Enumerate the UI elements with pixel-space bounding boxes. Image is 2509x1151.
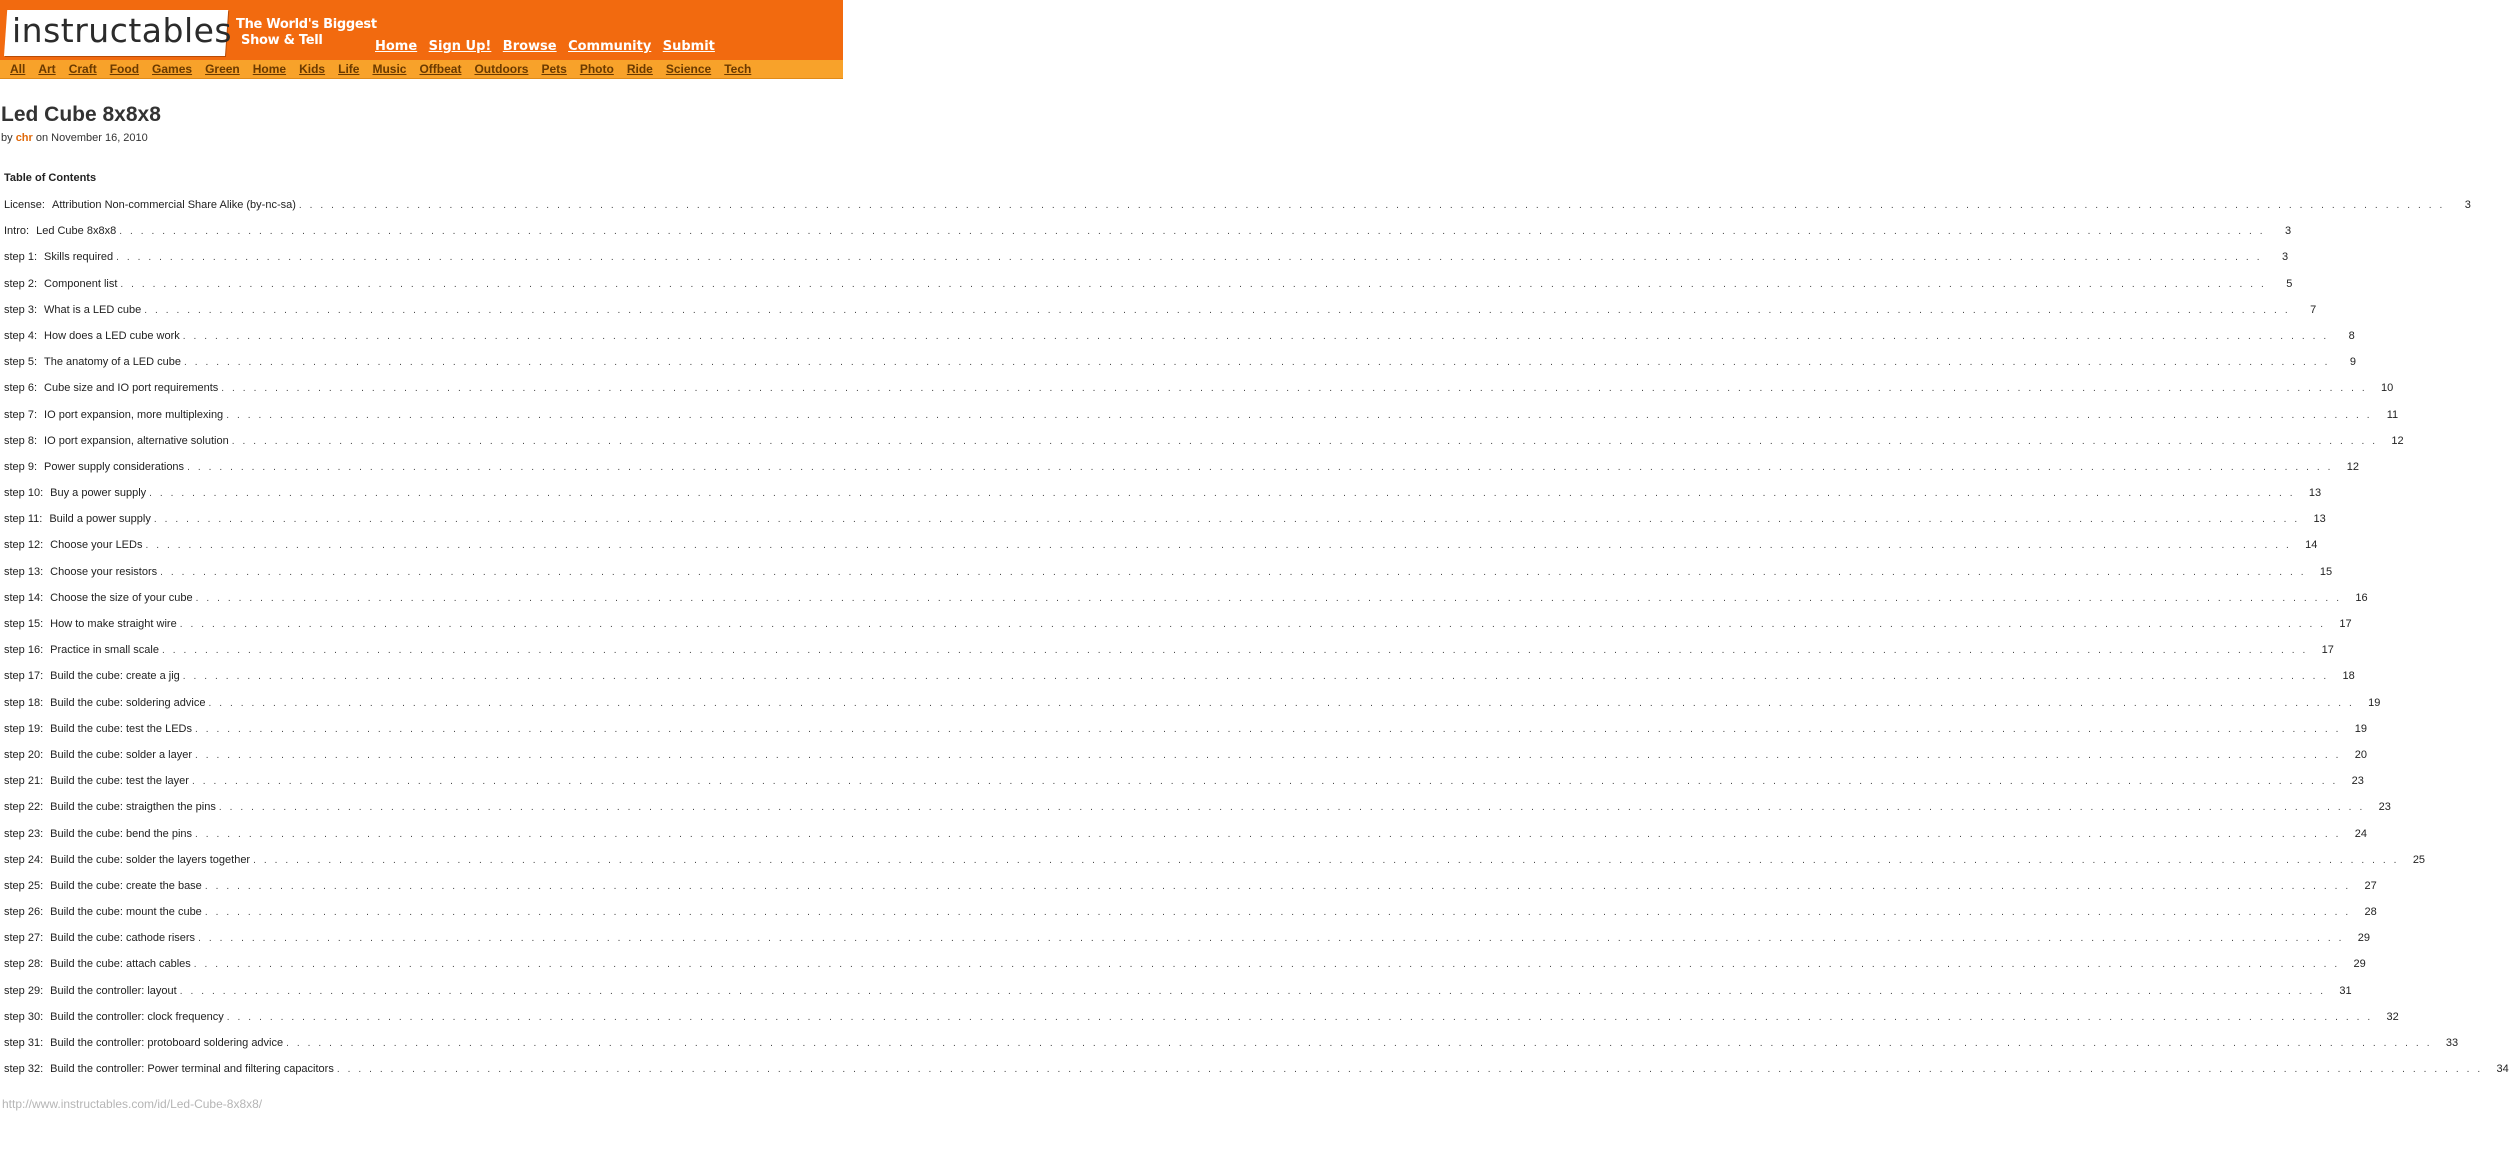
toc-entry-label: step 26: <box>4 906 44 919</box>
toc-entry[interactable] <box>4 906 2377 932</box>
toc-entry-title: Build the cube: cathode risers <box>50 932 196 945</box>
toc-entry[interactable] <box>4 460 2360 487</box>
toc-dot-leader: . . . . . . . . . . . . . . . . . . . . . . . . . . . . . . . . . . . . . . . . . . . . . . . . . . . . . . . . . . . . . . . . . . . . . . . . . . . . . . . . . . . . . . . . . . . . . . . . . . . . . . . . . . . . . . . . . . . . . . . . . . . . . . . . . . . . . . . . . . . . . . . . . . . . . . . . . . . . . . . . . . . . . . . . . . . . . . . . . . . . . . . . . . . . . . . . . . . . . . . . <box>336 1064 2483 1076</box>
toc-entry-label: step 1: <box>4 251 38 264</box>
toc-entry-title: Build the cube: test the layer <box>50 775 189 788</box>
table-of-contents <box>4 199 2509 1089</box>
toc-entry-title: Build the controller: clock frequency <box>50 1010 224 1023</box>
toc-entry-label: step 30: <box>4 1010 44 1023</box>
category-link-outdoors[interactable]: Outdoors <box>474 62 529 76</box>
toc-dot-leader: . . . . . . . . . . . . . . . . . . . . . . . . . . . . . . . . . . . . . . . . . . . . . . . . . . . . . . . . . . . . . . . . . . . . . . . . . . . . . . . . . . . . . . . . . . . . . . . . . . . . . . . . . . . . . . . . . . . . . . . . . . . . . . . . . . . . . . . . . . . . . . . . . . . . . . . . . . . . . . . . . . . . . . . . . . . . . . . . . . . . . . . . . . . . . . . . . . . . . . . . <box>231 435 2378 447</box>
toc-entry-page: 28 <box>2364 906 2377 919</box>
category-link-offbeat[interactable]: Offbeat <box>419 62 462 76</box>
toc-entry-title: Build the cube: solder the layers together <box>50 853 251 866</box>
toc-dot-leader: . . . . . . . . . . . . . . . . . . . . . . . . . . . . . . . . . . . . . . . . . . . . . . . . . . . . . . . . . . . . . . . . . . . . . . . . . . . . . . . . . . . . . . . . . . . . . . . . . . . . . . . . . . . . . . . . . . . . . . . . . . . . . . . . . . . . . . . . . . . . . . . . . . . . . . . . . . . . . . . . . . . . . . . . . . . . . . . . . . . . . . . . . . . . . . . . . . . . . . . . <box>195 749 2341 761</box>
toc-entry-page: 27 <box>2364 879 2377 892</box>
toc-dot-leader: . . . . . . . . . . . . . . . . . . . . . . . . . . . . . . . . . . . . . . . . . . . . . . . . . . . . . . . . . . . . . . . . . . . . . . . . . . . . . . . . . . . . . . . . . . . . . . . . . . . . . . . . . . . . . . . . . . . . . . . . . . . . . . . . . . . . . . . . . . . . . . . . . . . . . . . . . . . . . . . . . . . . . . . . . . . . . . . . . . . . . . . . . . . . . . . . . . . . . . . . <box>226 1011 2373 1023</box>
toc-dot-leader: . . . . . . . . . . . . . . . . . . . . . . . . . . . . . . . . . . . . . . . . . . . . . . . . . . . . . . . . . . . . . . . . . . . . . . . . . . . . . . . . . . . . . . . . . . . . . . . . . . . . . . . . . . . . . . . . . . . . . . . . . . . . . . . . . . . . . . . . . . . . . . . . . . . . . . . . . . . . . . . . . . . . . . . . . . . . . . . . . . . . . . . . . . . . . . . . . . . . . . . . <box>298 200 2445 211</box>
toc-entry-label: step 10: <box>4 487 44 500</box>
category-link-home[interactable]: Home <box>252 62 287 76</box>
toc-entry-title: Choose the size of your cube <box>50 591 193 604</box>
toc-entry[interactable] <box>4 225 2292 251</box>
toc-entry[interactable] <box>4 827 2367 854</box>
toc-entry-page: 13 <box>2308 487 2322 500</box>
toc-entry[interactable] <box>4 958 2366 984</box>
toc-entry-title: Power supply considerations <box>44 460 185 473</box>
toc-entry[interactable] <box>4 1063 2509 1089</box>
toc-entry-page: 29 <box>2357 932 2371 945</box>
toc-dot-leader: . . . . . . . . . . . . . . . . . . . . . . . . . . . . . . . . . . . . . . . . . . . . . . . . . . . . . . . . . . . . . . . . . . . . . . . . . . . . . . . . . . . . . . . . . . . . . . . . . . . . . . . . . . . . . . . . . . . . . . . . . . . . . . . . . . . . . . . . . . . . . . . . . . . . . . . . . . . . . . . . . . . . . . . . . . . . . . . . . . . . . . . . . . . . . . . . . . . . . . . . <box>204 880 2351 892</box>
toc-entry[interactable] <box>4 277 2293 304</box>
toc-entry[interactable] <box>4 775 2364 801</box>
toc-entry-page: 3 <box>2285 225 2292 238</box>
toc-dot-leader: . . . . . . . . . . . . . . . . . . . . . . . . . . . . . . . . . . . . . . . . . . . . . . . . . . . . . . . . . . . . . . . . . . . . . . . . . . . . . . . . . . . . . . . . . . . . . . . . . . . . . . . . . . . . . . . . . . . . . . . . . . . . . . . . . . . . . . . . . . . . . . . . . . . . . . . . . . . . . . . . . . . . . . . . . . . . . . . . . . . . . . . . . . . . . . . . . . . . . . . . <box>204 907 2351 919</box>
category-link-games[interactable]: Games <box>152 62 193 76</box>
toc-entry-page: 12 <box>2346 460 2360 473</box>
toc-dot-leader: . . . . . . . . . . . . . . . . . . . . . . . . . . . . . . . . . . . . . . . . . . . . . . . . . . . . . . . . . . . . . . . . . . . . . . . . . . . . . . . . . . . . . . . . . . . . . . . . . . . . . . . . . . . . . . . . . . . . . . . . . . . . . . . . . . . . . . . . . . . . . . . . . . . . . . . . . . . . . . . . . . . . . . . . . . . . . . . . . . . . . . . . . . . . . . . . . . . . . . . . <box>161 645 2308 657</box>
toc-entry-title: IO port expansion, more multiplexing <box>44 408 224 421</box>
toc-entry-label: step 27: <box>4 932 44 945</box>
toc-heading: Table of Contents <box>4 172 97 184</box>
toc-entry-page: 15 <box>2319 565 2333 578</box>
category-links <box>10 60 764 78</box>
toc-entry[interactable] <box>4 513 2326 539</box>
toc-entry[interactable] <box>4 748 2367 775</box>
toc-entry[interactable] <box>4 199 2471 225</box>
toc-dot-leader: . . . . . . . . . . . . . . . . . . . . . . . . . . . . . . . . . . . . . . . . . . . . . . . . . . . . . . . . . . . . . . . . . . . . . . . . . . . . . . . . . . . . . . . . . . . . . . . . . . . . . . . . . . . . . . . . . . . . . . . . . . . . . . . . . . . . . . . . . . . . . . . . . . . . . . . . . . . . . . . . . . . . . . . . . . . . . . . . . . . . . . . . . . . . . . . . . . . . . . . . <box>226 409 2373 421</box>
category-link-music[interactable]: Music <box>372 62 407 76</box>
toc-entry-title: How to make straight wire <box>50 618 177 630</box>
toc-entry-label: step 22: <box>4 801 44 814</box>
toc-dot-leader: . . . . . . . . . . . . . . . . . . . . . . . . . . . . . . . . . . . . . . . . . . . . . . . . . . . . . . . . . . . . . . . . . . . . . . . . . . . . . . . . . . . . . . . . . . . . . . . . . . . . . . . . . . . . . . . . . . . . . . . . . . . . . . . . . . . . . . . . . . . . . . . . . . . . . . . . . . . . . . . . . . . . . . . . . . . . . . . . . . . . . . . . . . . . . . . . . . . . . . . . <box>187 461 2334 473</box>
toc-entry[interactable] <box>4 984 2352 1011</box>
toc-entry-page: 20 <box>2354 748 2367 761</box>
toc-entry-label: step 18: <box>4 696 44 709</box>
toc-entry[interactable] <box>4 356 2356 382</box>
toc-entry-title: Component list <box>44 277 118 290</box>
author-link[interactable]: chr <box>15 132 33 144</box>
toc-entry-title: Build the controller: Power terminal and filtering capacitors <box>50 1063 334 1076</box>
tagline-line-2: Show & Tell <box>241 33 323 48</box>
nav-signup-link[interactable]: Sign Up! <box>428 39 492 54</box>
toc-entry-label: step 19: <box>4 722 44 735</box>
toc-dot-leader: . . . . . . . . . . . . . . . . . . . . . . . . . . . . . . . . . . . . . . . . . . . . . . . . . . . . . . . . . . . . . . . . . . . . . . . . . . . . . . . . . . . . . . . . . . . . . . . . . . . . . . . . . . . . . . . . . . . . . . . . . . . . . . . . . . . . . . . . . . . . . . . . . . . . . . . . . . . . . . . . . . . . . . . . . . . . . . . . . . . . . . . . . . . . . . . . . . . . . . . . <box>184 357 2330 369</box>
toc-entry-page: 9 <box>2349 356 2356 369</box>
category-link-art[interactable]: Art <box>38 62 56 76</box>
toc-dot-leader: . . . . . . . . . . . . . . . . . . . . . . . . . . . . . . . . . . . . . . . . . . . . . . . . . . . . . . . . . . . . . . . . . . . . . . . . . . . . . . . . . . . . . . . . . . . . . . . . . . . . . . . . . . . . . . . . . . . . . . . . . . . . . . . . . . . . . . . . . . . . . . . . . . . . . . . . . . . . . . . . . . . . . . . . . . . . . . . . . . . . . . . . . . . . . . . . . . . . . . . . <box>149 488 2296 500</box>
toc-entry[interactable] <box>4 618 2352 644</box>
category-link-photo[interactable]: Photo <box>579 62 614 76</box>
toc-entry-label: step 16: <box>4 644 44 657</box>
toc-entry[interactable] <box>4 487 2322 513</box>
toc-entry-title: Build the cube: soldering advice <box>50 696 206 709</box>
toc-entry-label: step 12: <box>4 539 44 552</box>
toc-entry-label: step 11: <box>4 513 43 526</box>
toc-entry-label: step 15: <box>4 618 44 630</box>
toc-entry-page: 32 <box>2386 1010 2399 1023</box>
toc-entry[interactable] <box>4 434 2404 461</box>
toc-entry-page: 11 <box>2386 408 2399 421</box>
toc-entry-page: 3 <box>2464 199 2471 211</box>
category-link-all[interactable]: All <box>10 62 26 76</box>
toc-dot-leader: . . . . . . . . . . . . . . . . . . . . . . . . . . . . . . . . . . . . . . . . . . . . . . . . . . . . . . . . . . . . . . . . . . . . . . . . . . . . . . . . . . . . . . . . . . . . . . . . . . . . . . . . . . . . . . . . . . . . . . . . . . . . . . . . . . . . . . . . . . . . . . . . . . . . . . . . . . . . . . . . . . . . . . . . . . . . . . . . . . . . . . . . . . . . . . . . . . . . . . . . <box>221 383 2368 395</box>
toc-entry-label: step 5: <box>4 356 38 369</box>
category-bar <box>0 60 843 79</box>
toc-dot-leader: . . . . . . . . . . . . . . . . . . . . . . . . . . . . . . . . . . . . . . . . . . . . . . . . . . . . . . . . . . . . . . . . . . . . . . . . . . . . . . . . . . . . . . . . . . . . . . . . . . . . . . . . . . . . . . . . . . . . . . . . . . . . . . . . . . . . . . . . . . . . . . . . . . . . . . . . . . . . . . . . . . . . . . . . . . . . . . . . . . . . . . . . . . . . . . . . . . . . . . . . <box>286 1038 2433 1049</box>
toc-entry-page: 19 <box>2368 696 2381 709</box>
toc-entry[interactable] <box>4 1037 2459 1063</box>
toc-entry-page: 7 <box>2310 303 2317 316</box>
toc-entry[interactable] <box>4 303 2317 330</box>
toc-entry-page: 12 <box>2391 434 2404 447</box>
toc-entry-title: Build the cube: test the LEDs <box>50 722 193 735</box>
toc-entry-label: step 9: <box>4 460 38 473</box>
category-link-kids[interactable]: Kids <box>299 62 326 76</box>
toc-entry-title: What is a LED cube <box>44 303 142 316</box>
toc-entry-title: Build the cube: create a jig <box>50 670 180 683</box>
toc-dot-leader: . . . . . . . . . . . . . . . . . . . . . . . . . . . . . . . . . . . . . . . . . . . . . . . . . . . . . . . . . . . . . . . . . . . . . . . . . . . . . . . . . . . . . . . . . . . . . . . . . . . . . . . . . . . . . . . . . . . . . . . . . . . . . . . . . . . . . . . . . . . . . . . . . . . . . . . . . . . . . . . . . . . . . . . . . . . . . . . . . . . . . . . . . . . . . . . . . . . . . . . . <box>145 540 2292 552</box>
toc-entry-title: Led Cube 8x8x8 <box>36 225 117 238</box>
toc-entry-label: step 3: <box>4 303 38 316</box>
toc-entry-title: Choose your LEDs <box>50 539 143 552</box>
toc-entry-title: Buy a power supply <box>50 487 147 500</box>
toc-entry-page: 34 <box>2496 1063 2509 1076</box>
tagline-line-1: The World's Biggest <box>236 17 377 32</box>
toc-entry-page: 17 <box>2339 618 2352 630</box>
toc-entry-label: step 23: <box>4 827 44 840</box>
category-link-food[interactable]: Food <box>109 62 140 76</box>
toc-entry-page: 17 <box>2321 644 2334 657</box>
toc-entry[interactable] <box>4 722 2367 749</box>
toc-entry-page: 8 <box>2348 329 2355 342</box>
toc-dot-leader: . . . . . . . . . . . . . . . . . . . . . . . . . . . . . . . . . . . . . . . . . . . . . . . . . . . . . . . . . . . . . . . . . . . . . . . . . . . . . . . . . . . . . . . . . . . . . . . . . . . . . . . . . . . . . . . . . . . . . . . . . . . . . . . . . . . . . . . . . . . . . . . . . . . . . . . . . . . . . . . . . . . . . . . . . . . . . . . . . . . . . . . . . . . . . . . . . . . . . . . . <box>120 278 2267 290</box>
toc-entry[interactable] <box>4 382 2394 408</box>
toc-dot-leader: . . . . . . . . . . . . . . . . . . . . . . . . . . . . . . . . . . . . . . . . . . . . . . . . . . . . . . . . . . . . . . . . . . . . . . . . . . . . . . . . . . . . . . . . . . . . . . . . . . . . . . . . . . . . . . . . . . . . . . . . . . . . . . . . . . . . . . . . . . . . . . . . . . . . . . . . . . . . . . . . . . . . . . . . . . . . . . . . . . . . . . . . . . . . . . . . . . . . . . . . <box>191 776 2338 788</box>
toc-entry[interactable] <box>4 1010 2399 1037</box>
toc-entry-title: Choose your resistors <box>50 565 158 578</box>
toc-entry-title: Build the cube: straigthen the pins <box>50 801 216 814</box>
toc-dot-leader: . . . . . . . . . . . . . . . . . . . . . . . . . . . . . . . . . . . . . . . . . . . . . . . . . . . . . . . . . . . . . . . . . . . . . . . . . . . . . . . . . . . . . . . . . . . . . . . . . . . . . . . . . . . . . . . . . . . . . . . . . . . . . . . . . . . . . . . . . . . . . . . . . . . . . . . . . . . . . . . . . . . . . . . . . . . . . . . . . . . . . . . . . . . . . . . . . . . . . . . . <box>195 723 2341 735</box>
byline-by: by <box>1 132 13 144</box>
toc-entry-title: Build the controller: protoboard soldering advice <box>50 1037 284 1049</box>
toc-entry-page: 3 <box>2281 251 2289 264</box>
toc-entry-title: Practice in small scale <box>50 644 159 657</box>
category-link-science[interactable]: Science <box>665 62 712 76</box>
site-logo[interactable]: instructables <box>12 11 233 50</box>
toc-entry[interactable] <box>4 696 2381 723</box>
toc-entry-label: step 24: <box>4 853 44 866</box>
toc-entry-title: Build the controller: layout <box>50 984 177 997</box>
toc-entry-label: step 31: <box>4 1037 44 1049</box>
toc-entry[interactable] <box>4 539 2318 565</box>
toc-entry-title: Attribution Non-commercial Share Alike (by-nc-sa) <box>51 199 296 211</box>
nav-submit-link[interactable]: Submit <box>662 39 715 54</box>
toc-entry[interactable] <box>4 932 2371 958</box>
toc-dot-leader: . . . . . . . . . . . . . . . . . . . . . . . . . . . . . . . . . . . . . . . . . . . . . . . . . . . . . . . . . . . . . . . . . . . . . . . . . . . . . . . . . . . . . . . . . . . . . . . . . . . . . . . . . . . . . . . . . . . . . . . . . . . . . . . . . . . . . . . . . . . . . . . . . . . . . . . . . . . . . . . . . . . . . . . . . . . . . . . . . . . . . . . . . . . . . . . . . . . . . . . . <box>195 828 2341 840</box>
toc-entry-page: 18 <box>2342 670 2355 683</box>
toc-entry[interactable] <box>4 591 2368 618</box>
site-tagline <box>236 17 377 49</box>
toc-dot-leader: . . . . . . . . . . . . . . . . . . . . . . . . . . . . . . . . . . . . . . . . . . . . . . . . . . . . . . . . . . . . . . . . . . . . . . . . . . . . . . . . . . . . . . . . . . . . . . . . . . . . . . . . . . . . . . . . . . . . . . . . . . . . . . . . . . . . . . . . . . . . . . . . . . . . . . . . . . . . . . . . . . . . . . . . . . . . . . . . . . . . . . . . . . . . . . . . . . . . . . . . <box>193 959 2340 971</box>
category-link-ride[interactable]: Ride <box>626 62 653 76</box>
nav-browse-link[interactable]: Browse <box>502 39 557 54</box>
toc-entry-page: 31 <box>2339 984 2352 997</box>
toc-entry-label: step 20: <box>4 748 44 761</box>
toc-entry-page: 10 <box>2381 382 2394 395</box>
toc-entry-label: step 7: <box>4 408 38 421</box>
toc-entry-label: step 28: <box>4 958 44 971</box>
toc-entry-page: 19 <box>2354 722 2367 735</box>
toc-entry[interactable] <box>4 644 2334 670</box>
toc-dot-leader: . . . . . . . . . . . . . . . . . . . . . . . . . . . . . . . . . . . . . . . . . . . . . . . . . . . . . . . . . . . . . . . . . . . . . . . . . . . . . . . . . . . . . . . . . . . . . . . . . . . . . . . . . . . . . . . . . . . . . . . . . . . . . . . . . . . . . . . . . . . . . . . . . . . . . . . . . . . . . . . . . . . . . . . . . . . . . . . . . . . . . . . . . . . . . . . . . . . . . . . . <box>198 933 2345 945</box>
toc-entry-label: step 25: <box>4 879 44 892</box>
toc-entry-label: step 29: <box>4 984 44 997</box>
toc-dot-leader: . . . . . . . . . . . . . . . . . . . . . . . . . . . . . . . . . . . . . . . . . . . . . . . . . . . . . . . . . . . . . . . . . . . . . . . . . . . . . . . . . . . . . . . . . . . . . . . . . . . . . . . . . . . . . . . . . . . . . . . . . . . . . . . . . . . . . . . . . . . . . . . . . . . . . . . . . . . . . . . . . . . . . . . . . . . . . . . . . . . . . . . . . . . . . . . . . . . . . . . . <box>218 802 2365 814</box>
category-link-tech[interactable]: Tech <box>724 62 752 76</box>
toc-entry[interactable] <box>4 801 2391 827</box>
toc-entry[interactable] <box>4 329 2355 356</box>
toc-dot-leader: . . . . . . . . . . . . . . . . . . . . . . . . . . . . . . . . . . . . . . . . . . . . . . . . . . . . . . . . . . . . . . . . . . . . . . . . . . . . . . . . . . . . . . . . . . . . . . . . . . . . . . . . . . . . . . . . . . . . . . . . . . . . . . . . . . . . . . . . . . . . . . . . . . . . . . . . . . . . . . . . . . . . . . . . . . . . . . . . . . . . . . . . . . . . . . . . . . . . . . . . <box>195 592 2342 604</box>
toc-entry-title: Cube size and IO port requirements <box>44 382 219 395</box>
top-nav <box>375 37 722 55</box>
toc-entry-title: Build the cube: bend the pins <box>50 827 193 840</box>
toc-entry-label: step 6: <box>4 382 38 395</box>
toc-dot-leader: . . . . . . . . . . . . . . . . . . . . . . . . . . . . . . . . . . . . . . . . . . . . . . . . . . . . . . . . . . . . . . . . . . . . . . . . . . . . . . . . . . . . . . . . . . . . . . . . . . . . . . . . . . . . . . . . . . . . . . . . . . . . . . . . . . . . . . . . . . . . . . . . . . . . . . . . . . . . . . . . . . . . . . . . . . . . . . . . . . . . . . . . . . . . . . . . . . . . . . . . <box>182 671 2329 683</box>
toc-dot-leader: . . . . . . . . . . . . . . . . . . . . . . . . . . . . . . . . . . . . . . . . . . . . . . . . . . . . . . . . . . . . . . . . . . . . . . . . . . . . . . . . . . . . . . . . . . . . . . . . . . . . . . . . . . . . . . . . . . . . . . . . . . . . . . . . . . . . . . . . . . . . . . . . . . . . . . . . . . . . . . . . . . . . . . . . . . . . . . . . . . . . . . . . . . . . . . . . . . . . . . . . <box>253 854 2400 866</box>
toc-dot-leader: . . . . . . . . . . . . . . . . . . . . . . . . . . . . . . . . . . . . . . . . . . . . . . . . . . . . . . . . . . . . . . . . . . . . . . . . . . . . . . . . . . . . . . . . . . . . . . . . . . . . . . . . . . . . . . . . . . . . . . . . . . . . . . . . . . . . . . . . . . . . . . . . . . . . . . . . . . . . . . . . . . . . . . . . . . . . . . . . . . . . . . . . . . . . . . . . . . . . . . . . <box>119 226 2266 238</box>
toc-entry-page: 16 <box>2355 591 2368 604</box>
toc-dot-leader: . . . . . . . . . . . . . . . . . . . . . . . . . . . . . . . . . . . . . . . . . . . . . . . . . . . . . . . . . . . . . . . . . . . . . . . . . . . . . . . . . . . . . . . . . . . . . . . . . . . . . . . . . . . . . . . . . . . . . . . . . . . . . . . . . . . . . . . . . . . . . . . . . . . . . . . . . . . . . . . . . . . . . . . . . . . . . . . . . . . . . . . . . . . . . . . . . . . . . . . . <box>153 514 2300 526</box>
toc-dot-leader: . . . . . . . . . . . . . . . . . . . . . . . . . . . . . . . . . . . . . . . . . . . . . . . . . . . . . . . . . . . . . . . . . . . . . . . . . . . . . . . . . . . . . . . . . . . . . . . . . . . . . . . . . . . . . . . . . . . . . . . . . . . . . . . . . . . . . . . . . . . . . . . . . . . . . . . . . . . . . . . . . . . . . . . . . . . . . . . . . . . . . . . . . . . . . . . . . . . . . . . . <box>182 330 2329 342</box>
toc-entry-label: step 17: <box>4 670 44 683</box>
toc-dot-leader: . . . . . . . . . . . . . . . . . . . . . . . . . . . . . . . . . . . . . . . . . . . . . . . . . . . . . . . . . . . . . . . . . . . . . . . . . . . . . . . . . . . . . . . . . . . . . . . . . . . . . . . . . . . . . . . . . . . . . . . . . . . . . . . . . . . . . . . . . . . . . . . . . . . . . . . . . . . . . . . . . . . . . . . . . . . . . . . . . . . . . . . . . . . . . . . . . . . . . . . . <box>179 985 2326 997</box>
toc-entry-page: 24 <box>2354 827 2367 840</box>
toc-entry[interactable] <box>4 879 2377 906</box>
toc-entry-label: step 13: <box>4 565 44 578</box>
toc-entry-label: step 4: <box>4 329 38 342</box>
category-link-life[interactable]: Life <box>338 62 360 76</box>
category-link-pets[interactable]: Pets <box>541 62 567 76</box>
toc-dot-leader: . . . . . . . . . . . . . . . . . . . . . . . . . . . . . . . . . . . . . . . . . . . . . . . . . . . . . . . . . . . . . . . . . . . . . . . . . . . . . . . . . . . . . . . . . . . . . . . . . . . . . . . . . . . . . . . . . . . . . . . . . . . . . . . . . . . . . . . . . . . . . . . . . . . . . . . . . . . . . . . . . . . . . . . . . . . . . . . . . . . . . . . . . . . . . . . . . . . . . . . . <box>160 566 2307 578</box>
site-header <box>0 0 843 60</box>
toc-entry-label: step 8: <box>4 434 38 447</box>
toc-entry-title: Build a power supply <box>49 513 151 526</box>
toc-dot-leader: . . . . . . . . . . . . . . . . . . . . . . . . . . . . . . . . . . . . . . . . . . . . . . . . . . . . . . . . . . . . . . . . . . . . . . . . . . . . . . . . . . . . . . . . . . . . . . . . . . . . . . . . . . . . . . . . . . . . . . . . . . . . . . . . . . . . . . . . . . . . . . . . . . . . . . . . . . . . . . . . . . . . . . . . . . . . . . . . . . . . . . . . . . . . . . . . . . . . . . . . <box>208 697 2355 709</box>
footer-url[interactable]: http://www.instructables.com/id/Led-Cube-8x8x8/ <box>2 1097 263 1111</box>
toc-dot-leader: . . . . . . . . . . . . . . . . . . . . . . . . . . . . . . . . . . . . . . . . . . . . . . . . . . . . . . . . . . . . . . . . . . . . . . . . . . . . . . . . . . . . . . . . . . . . . . . . . . . . . . . . . . . . . . . . . . . . . . . . . . . . . . . . . . . . . . . . . . . . . . . . . . . . . . . . . . . . . . . . . . . . . . . . . . . . . . . . . . . . . . . . . . . . . . . . . . . . . . . . <box>179 619 2326 630</box>
toc-entry-page: 5 <box>2286 277 2293 290</box>
publish-date: on November 16, 2010 <box>35 132 148 144</box>
toc-entry-page: 33 <box>2445 1037 2459 1049</box>
page-title: Led Cube 8x8x8 <box>1 103 161 126</box>
toc-entry-title: How does a LED cube work <box>44 329 180 342</box>
toc-entry[interactable] <box>4 251 2289 277</box>
toc-entry-page: 23 <box>2351 775 2364 788</box>
toc-entry-page: 25 <box>2412 853 2426 866</box>
toc-entry-page: 23 <box>2378 801 2391 814</box>
toc-entry-title: Build the cube: attach cables <box>50 958 191 971</box>
toc-entry[interactable] <box>4 565 2333 592</box>
toc-entry-title: IO port expansion, alternative solution <box>44 434 229 447</box>
toc-entry-title: The anatomy of a LED cube <box>44 356 181 369</box>
toc-entry-page: 14 <box>2305 539 2318 552</box>
toc-entry-label: step 14: <box>4 591 44 604</box>
category-link-green[interactable]: Green <box>205 62 240 76</box>
toc-entry-label: step 32: <box>4 1063 44 1076</box>
toc-entry-label: step 2: <box>4 277 38 290</box>
toc-entry[interactable] <box>4 408 2399 435</box>
byline <box>1 132 148 144</box>
toc-entry-title: Skills required <box>44 251 114 264</box>
toc-entry-label: Intro: <box>4 225 30 238</box>
toc-entry-title: Build the cube: create the base <box>50 879 202 892</box>
toc-entry-title: Build the cube: solder a layer <box>50 748 193 761</box>
toc-entry-label: License: <box>4 199 45 211</box>
toc-dot-leader: . . . . . . . . . . . . . . . . . . . . . . . . . . . . . . . . . . . . . . . . . . . . . . . . . . . . . . . . . . . . . . . . . . . . . . . . . . . . . . . . . . . . . . . . . . . . . . . . . . . . . . . . . . . . . . . . . . . . . . . . . . . . . . . . . . . . . . . . . . . . . . . . . . . . . . . . . . . . . . . . . . . . . . . . . . . . . . . . . . . . . . . . . . . . . . . . . . . . . . . . <box>116 252 2263 264</box>
toc-entry-page: 13 <box>2313 513 2326 526</box>
toc-entry-page: 29 <box>2353 958 2366 971</box>
toc-entry[interactable] <box>4 853 2426 880</box>
nav-home-link[interactable]: Home <box>375 39 418 54</box>
toc-dot-leader: . . . . . . . . . . . . . . . . . . . . . . . . . . . . . . . . . . . . . . . . . . . . . . . . . . . . . . . . . . . . . . . . . . . . . . . . . . . . . . . . . . . . . . . . . . . . . . . . . . . . . . . . . . . . . . . . . . . . . . . . . . . . . . . . . . . . . . . . . . . . . . . . . . . . . . . . . . . . . . . . . . . . . . . . . . . . . . . . . . . . . . . . . . . . . . . . . . . . . . . . <box>144 304 2291 316</box>
toc-entry-title: Build the cube: mount the cube <box>50 906 202 919</box>
toc-entry[interactable] <box>4 670 2355 696</box>
toc-entry-label: step 21: <box>4 775 44 788</box>
nav-community-link[interactable]: Community <box>568 39 652 54</box>
category-link-craft[interactable]: Craft <box>68 62 97 76</box>
